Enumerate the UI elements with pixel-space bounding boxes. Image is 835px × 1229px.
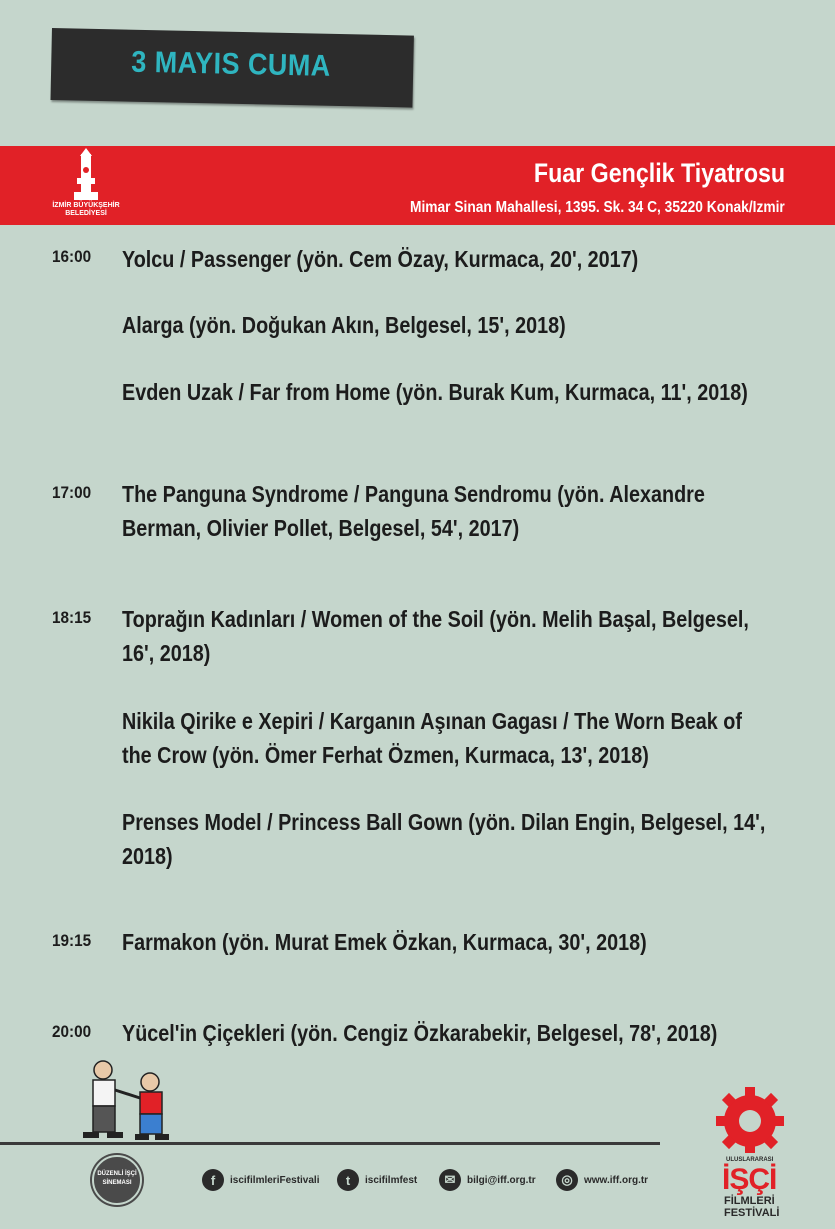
web-icon: ◎ xyxy=(556,1169,578,1191)
social-twitter[interactable] xyxy=(337,1169,417,1191)
film-entry: Prenses Model / Princess Ball Gown (yön. Dilan Engin, Belgesel, 14', 2018) xyxy=(122,809,766,869)
film-entry: Farmakon (yön. Murat Emek Özkan, Kurmaca, 30', 2018) xyxy=(122,929,647,955)
time-label: 19:15 xyxy=(52,931,92,950)
venue-address: Mimar Sinan Mahallesi, 1395. Sk. 34 C, 35220 Konak/Izmir xyxy=(410,199,785,216)
film-entry: Nikila Qirike e Xepiri / Karganın Aşınan Gagası / The Worn Beak of the Crow (yön. Ömer Ferhat Özmen, Kurmaca, 13', 2018) xyxy=(122,708,742,768)
social-web[interactable] xyxy=(556,1169,648,1191)
film-entry: Yolcu / Passenger (yön. Cem Özay, Kurmaca, 20', 2017) xyxy=(122,246,639,272)
film-entry: The Panguna Syndrome / Panguna Sendromu (yön. Alexandre Berman, Olivier Pollet, Belgesel, 54', 2017) xyxy=(122,481,705,541)
social-mail[interactable] xyxy=(439,1169,536,1191)
date-title: 3 MAYIS CUMA xyxy=(130,45,332,83)
time-label: 20:00 xyxy=(52,1022,92,1041)
badge xyxy=(92,1155,142,1205)
festival-logo xyxy=(700,1085,810,1225)
facebook-icon: f xyxy=(202,1169,224,1191)
festival-logo-line2: İŞÇİ xyxy=(722,1163,777,1196)
time-label: 16:00 xyxy=(52,247,92,266)
social-label: iscifilmleriFestivali xyxy=(230,1174,320,1186)
film-entry: Yücel'in Çiçekleri (yön. Cengiz Özkarabekir, Belgesel, 78', 2018) xyxy=(122,1020,718,1046)
social-label: bilgi@iff.org.tr xyxy=(467,1174,536,1186)
footer xyxy=(0,1060,835,1229)
clock-tower-icon xyxy=(50,148,122,204)
venue-header xyxy=(0,146,835,225)
gear-icon xyxy=(700,1085,800,1155)
social-label: iscifilmfest xyxy=(365,1174,418,1186)
social-label: www.iff.org.tr xyxy=(584,1174,649,1186)
municipality-logo xyxy=(50,148,122,222)
workers-illustration xyxy=(55,1060,215,1150)
twitter-icon: t xyxy=(337,1169,359,1191)
social-facebook[interactable] xyxy=(202,1169,320,1191)
time-label: 18:15 xyxy=(52,608,92,627)
film-entry: Toprağın Kadınları / Women of the Soil (yön. Melih Başal, Belgesel, 16', 2018) xyxy=(122,606,749,666)
footer-divider xyxy=(0,1142,660,1145)
festival-logo-line1: ULUSLARARASI xyxy=(726,1157,774,1163)
festival-logo-line4: FESTİVALİ xyxy=(724,1207,780,1219)
festival-logo-line3: FİLMLERİ xyxy=(724,1195,775,1207)
film-entry: Evden Uzak / Far from Home (yön. Burak Kum, Kurmaca, 11', 2018) xyxy=(122,379,748,405)
date-banner xyxy=(50,28,413,108)
mail-icon: ✉ xyxy=(439,1169,461,1191)
venue-name: Fuar Gençlik Tiyatrosu xyxy=(533,158,785,188)
municipality-logo-caption: İZMİR BÜYÜKŞEHİR BELEDİYESİ xyxy=(52,202,120,217)
badge-label: DÜZENLİ İŞÇİ SİNEMASI xyxy=(97,1171,137,1186)
time-label: 17:00 xyxy=(52,483,92,502)
film-entry: Alarga (yön. Doğukan Akın, Belgesel, 15', 2018) xyxy=(122,312,566,338)
